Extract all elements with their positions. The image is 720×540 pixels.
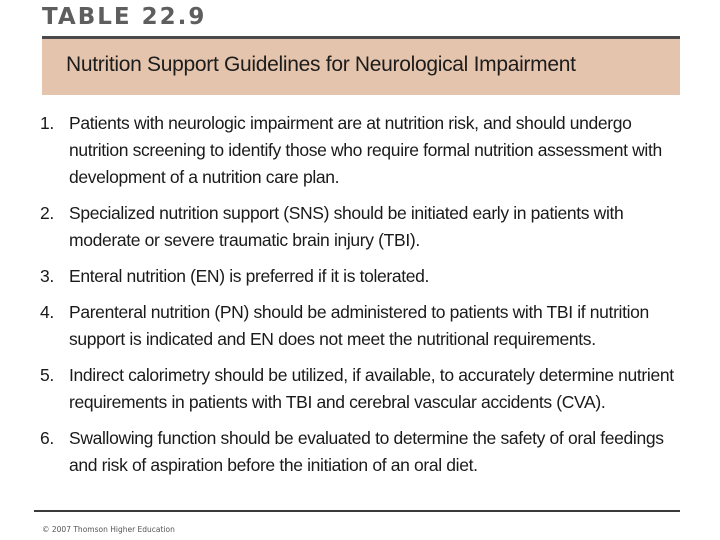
guideline-text: Enteral nutrition (EN) is preferred if it is tolerated. [69, 266, 430, 286]
guideline-number: 1. [40, 113, 54, 133]
guideline-text: Swallowing function should be evaluated to determine the safety of oral feedings and risk of aspiration before the initiation of an oral diet. [69, 428, 664, 475]
guidelines-list [40, 110, 685, 488]
guideline-item-6 [40, 425, 685, 479]
guideline-item-2 [40, 200, 685, 254]
guideline-item-1 [40, 110, 685, 191]
guideline-item-4 [40, 299, 685, 353]
guideline-text: Specialized nutrition support (SNS) should be initiated early in patients with moderate or severe traumatic brain injury (TBI). [69, 203, 624, 250]
guideline-number: 2. [40, 203, 54, 223]
copyright-notice: © 2007 Thomson Higher Education [42, 525, 175, 534]
bottom-divider [34, 510, 680, 512]
guideline-number: 4. [40, 302, 54, 322]
guideline-number: 5. [40, 365, 54, 385]
guideline-number: 6. [40, 428, 54, 448]
table-title: Nutrition Support Guidelines for Neurological Impairment [66, 53, 576, 76]
guideline-text: Patients with neurologic impairment are at nutrition risk, and should undergo nutrition screening to identify those who require formal nutrition assessment with development of a nutrition care plan. [69, 113, 662, 187]
table-number-label: TABLE 22.9 [42, 4, 207, 30]
table-title-bar [42, 36, 680, 95]
guideline-text: Parenteral nutrition (PN) should be administered to patients with TBI if nutrition support is indicated and EN does not meet the nutritional requirements. [69, 302, 649, 349]
guideline-text: Indirect calorimetry should be utilized, if available, to accurately determine nutrient requirements in patients with TBI and cerebral vascular accidents (CVA). [69, 365, 674, 412]
guideline-item-3 [40, 263, 685, 290]
guideline-number: 3. [40, 266, 54, 286]
guideline-item-5 [40, 362, 685, 416]
